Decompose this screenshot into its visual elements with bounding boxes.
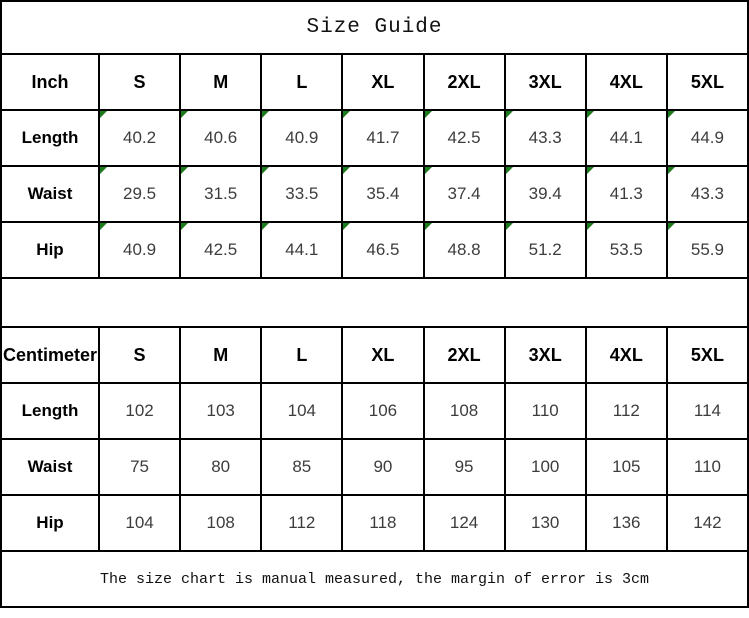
measure-value: 33.5 [285, 184, 319, 203]
measure-value: 42.5 [204, 240, 238, 259]
excel-marker-icon [425, 223, 432, 230]
measure-value-cell [342, 439, 423, 495]
measure-value: 136 [612, 513, 641, 532]
measure-value: 108 [206, 513, 235, 532]
measure-value: 105 [612, 457, 641, 476]
size-col-header: 2XL [424, 327, 505, 383]
measure-value-cell [180, 166, 261, 222]
measure-value: 55.9 [690, 240, 724, 259]
measure-row [1, 110, 748, 166]
measure-value: 142 [693, 513, 722, 532]
measure-value: 48.8 [447, 240, 481, 259]
measure-value: 108 [449, 401, 479, 420]
size-col-header: 5XL [667, 327, 748, 383]
measure-value-cell [342, 166, 423, 222]
measure-row-label: Length [1, 383, 99, 439]
measure-value-cell [261, 166, 342, 222]
measure-value: 75 [130, 457, 150, 476]
excel-marker-icon [425, 167, 432, 174]
measure-value-cell [261, 383, 342, 439]
excel-marker-icon [425, 111, 432, 118]
size-col-header: S [99, 327, 180, 383]
measure-value: 104 [125, 513, 154, 532]
measure-value: 29.5 [123, 184, 157, 203]
measure-row [1, 222, 748, 278]
size-table-inch [0, 53, 749, 279]
measure-value-cell [180, 495, 261, 551]
measure-value-cell [261, 495, 342, 551]
size-col-header: XL [342, 54, 423, 110]
measure-value: 104 [287, 401, 316, 420]
measure-value-cell [667, 383, 748, 439]
measure-value-cell [505, 439, 586, 495]
measure-value-cell [586, 439, 667, 495]
unit-label: Centimeter [1, 327, 99, 383]
measure-value-cell [505, 383, 586, 439]
measure-value: 95 [454, 457, 474, 476]
footer-note: The size chart is manual measured, the margin of error is 3cm [99, 570, 650, 588]
measure-value-cell [505, 166, 586, 222]
measure-value: 106 [368, 401, 398, 420]
measure-value: 31.5 [204, 184, 238, 203]
measure-value-cell [342, 222, 423, 278]
measure-value: 112 [288, 513, 316, 532]
measure-value-cell [99, 383, 180, 439]
measure-row [1, 495, 748, 551]
measure-value-cell [180, 110, 261, 166]
measure-value-cell [180, 439, 261, 495]
excel-marker-icon [506, 111, 513, 118]
measure-value: 85 [292, 457, 312, 476]
measure-row-label: Waist [1, 439, 99, 495]
excel-marker-icon [100, 167, 107, 174]
measure-value: 40.2 [123, 128, 157, 147]
measure-value-cell [424, 222, 505, 278]
size-col-header: M [180, 327, 261, 383]
size-header-row [1, 327, 748, 383]
measure-value: 39.4 [528, 184, 562, 203]
measure-value-cell [505, 110, 586, 166]
excel-marker-icon [181, 111, 188, 118]
measure-value: 41.3 [609, 184, 643, 203]
excel-marker-icon [506, 167, 513, 174]
excel-marker-icon [343, 223, 350, 230]
measure-value-cell [586, 110, 667, 166]
measure-value: 112 [612, 401, 640, 420]
size-col-header: L [261, 54, 342, 110]
measure-value-cell [667, 166, 748, 222]
excel-marker-icon [587, 223, 594, 230]
size-col-header: S [99, 54, 180, 110]
size-col-header: XL [342, 327, 423, 383]
measure-row-label: Length [1, 110, 99, 166]
measure-row [1, 383, 748, 439]
measure-value-cell [586, 222, 667, 278]
measure-value: 100 [531, 457, 560, 476]
measure-value: 53.5 [609, 240, 643, 259]
size-col-header: 2XL [424, 54, 505, 110]
measure-value-cell [424, 166, 505, 222]
measure-value-cell [99, 439, 180, 495]
unit-label: Inch [1, 54, 99, 110]
measure-value-cell [667, 439, 748, 495]
measure-value: 35.4 [366, 184, 400, 203]
measure-value-cell [99, 110, 180, 166]
excel-marker-icon [262, 111, 269, 118]
size-col-header: 3XL [505, 327, 586, 383]
measure-value-cell [424, 383, 505, 439]
excel-marker-icon [668, 111, 675, 118]
measure-value: 46.5 [366, 240, 400, 259]
measure-row-label: Hip [1, 495, 99, 551]
measure-value-cell [667, 110, 748, 166]
excel-marker-icon [587, 167, 594, 174]
size-col-header: 3XL [505, 54, 586, 110]
measure-value-cell [342, 495, 423, 551]
measure-value-cell [99, 495, 180, 551]
measure-value-cell [586, 166, 667, 222]
excel-marker-icon [343, 167, 350, 174]
measure-value: 44.9 [690, 128, 724, 147]
measure-row-label: Hip [1, 222, 99, 278]
measure-value-cell [99, 222, 180, 278]
excel-marker-icon [181, 223, 188, 230]
measure-value-cell [342, 383, 423, 439]
excel-marker-icon [587, 111, 594, 118]
measure-value: 44.1 [609, 128, 643, 147]
measure-value-cell [342, 110, 423, 166]
measure-value: 40.6 [204, 128, 238, 147]
measure-value: 124 [449, 513, 479, 532]
measure-value: 110 [531, 401, 559, 420]
excel-marker-icon [668, 167, 675, 174]
measure-value: 40.9 [285, 128, 319, 147]
measure-value: 41.7 [366, 128, 400, 147]
spacer-row [0, 277, 749, 328]
excel-marker-icon [668, 223, 675, 230]
measure-value: 44.1 [285, 240, 319, 259]
title-row [0, 0, 749, 55]
measure-value: 40.9 [123, 240, 157, 259]
measure-row-label: Waist [1, 166, 99, 222]
measure-value: 51.2 [528, 240, 562, 259]
measure-value: 118 [369, 513, 397, 532]
measure-value: 102 [125, 401, 154, 420]
size-col-header: 4XL [586, 54, 667, 110]
measure-value: 90 [373, 457, 393, 476]
footer-row [0, 550, 749, 608]
measure-value: 114 [693, 401, 721, 420]
excel-marker-icon [262, 223, 269, 230]
measure-value: 103 [206, 401, 235, 420]
size-header-row [1, 54, 748, 110]
measure-value-cell [261, 222, 342, 278]
measure-value-cell [667, 222, 748, 278]
measure-value: 42.5 [447, 128, 481, 147]
excel-marker-icon [262, 167, 269, 174]
measure-value-cell [586, 495, 667, 551]
measure-value: 37.4 [447, 184, 481, 203]
excel-marker-icon [100, 223, 107, 230]
excel-marker-icon [343, 111, 350, 118]
measure-value-cell [261, 439, 342, 495]
measure-value-cell [99, 166, 180, 222]
excel-marker-icon [100, 111, 107, 118]
excel-marker-icon [506, 223, 513, 230]
measure-value-cell [424, 495, 505, 551]
measure-value-cell [180, 383, 261, 439]
measure-value: 80 [211, 457, 231, 476]
measure-value-cell [505, 222, 586, 278]
measure-value-cell [424, 110, 505, 166]
measure-row [1, 439, 748, 495]
page-title: Size Guide [306, 16, 443, 39]
measure-row [1, 166, 748, 222]
measure-value: 130 [531, 513, 560, 532]
excel-marker-icon [181, 167, 188, 174]
measure-value-cell [586, 383, 667, 439]
measure-value-cell [261, 110, 342, 166]
measure-value: 110 [693, 457, 721, 476]
size-table-centimeter [0, 326, 749, 552]
size-col-header: L [261, 327, 342, 383]
size-col-header: 4XL [586, 327, 667, 383]
measure-value-cell [424, 439, 505, 495]
measure-value: 43.3 [528, 128, 562, 147]
size-col-header: 5XL [667, 54, 748, 110]
measure-value-cell [667, 495, 748, 551]
measure-value: 43.3 [690, 184, 724, 203]
measure-value-cell [180, 222, 261, 278]
size-col-header: M [180, 54, 261, 110]
measure-value-cell [505, 495, 586, 551]
